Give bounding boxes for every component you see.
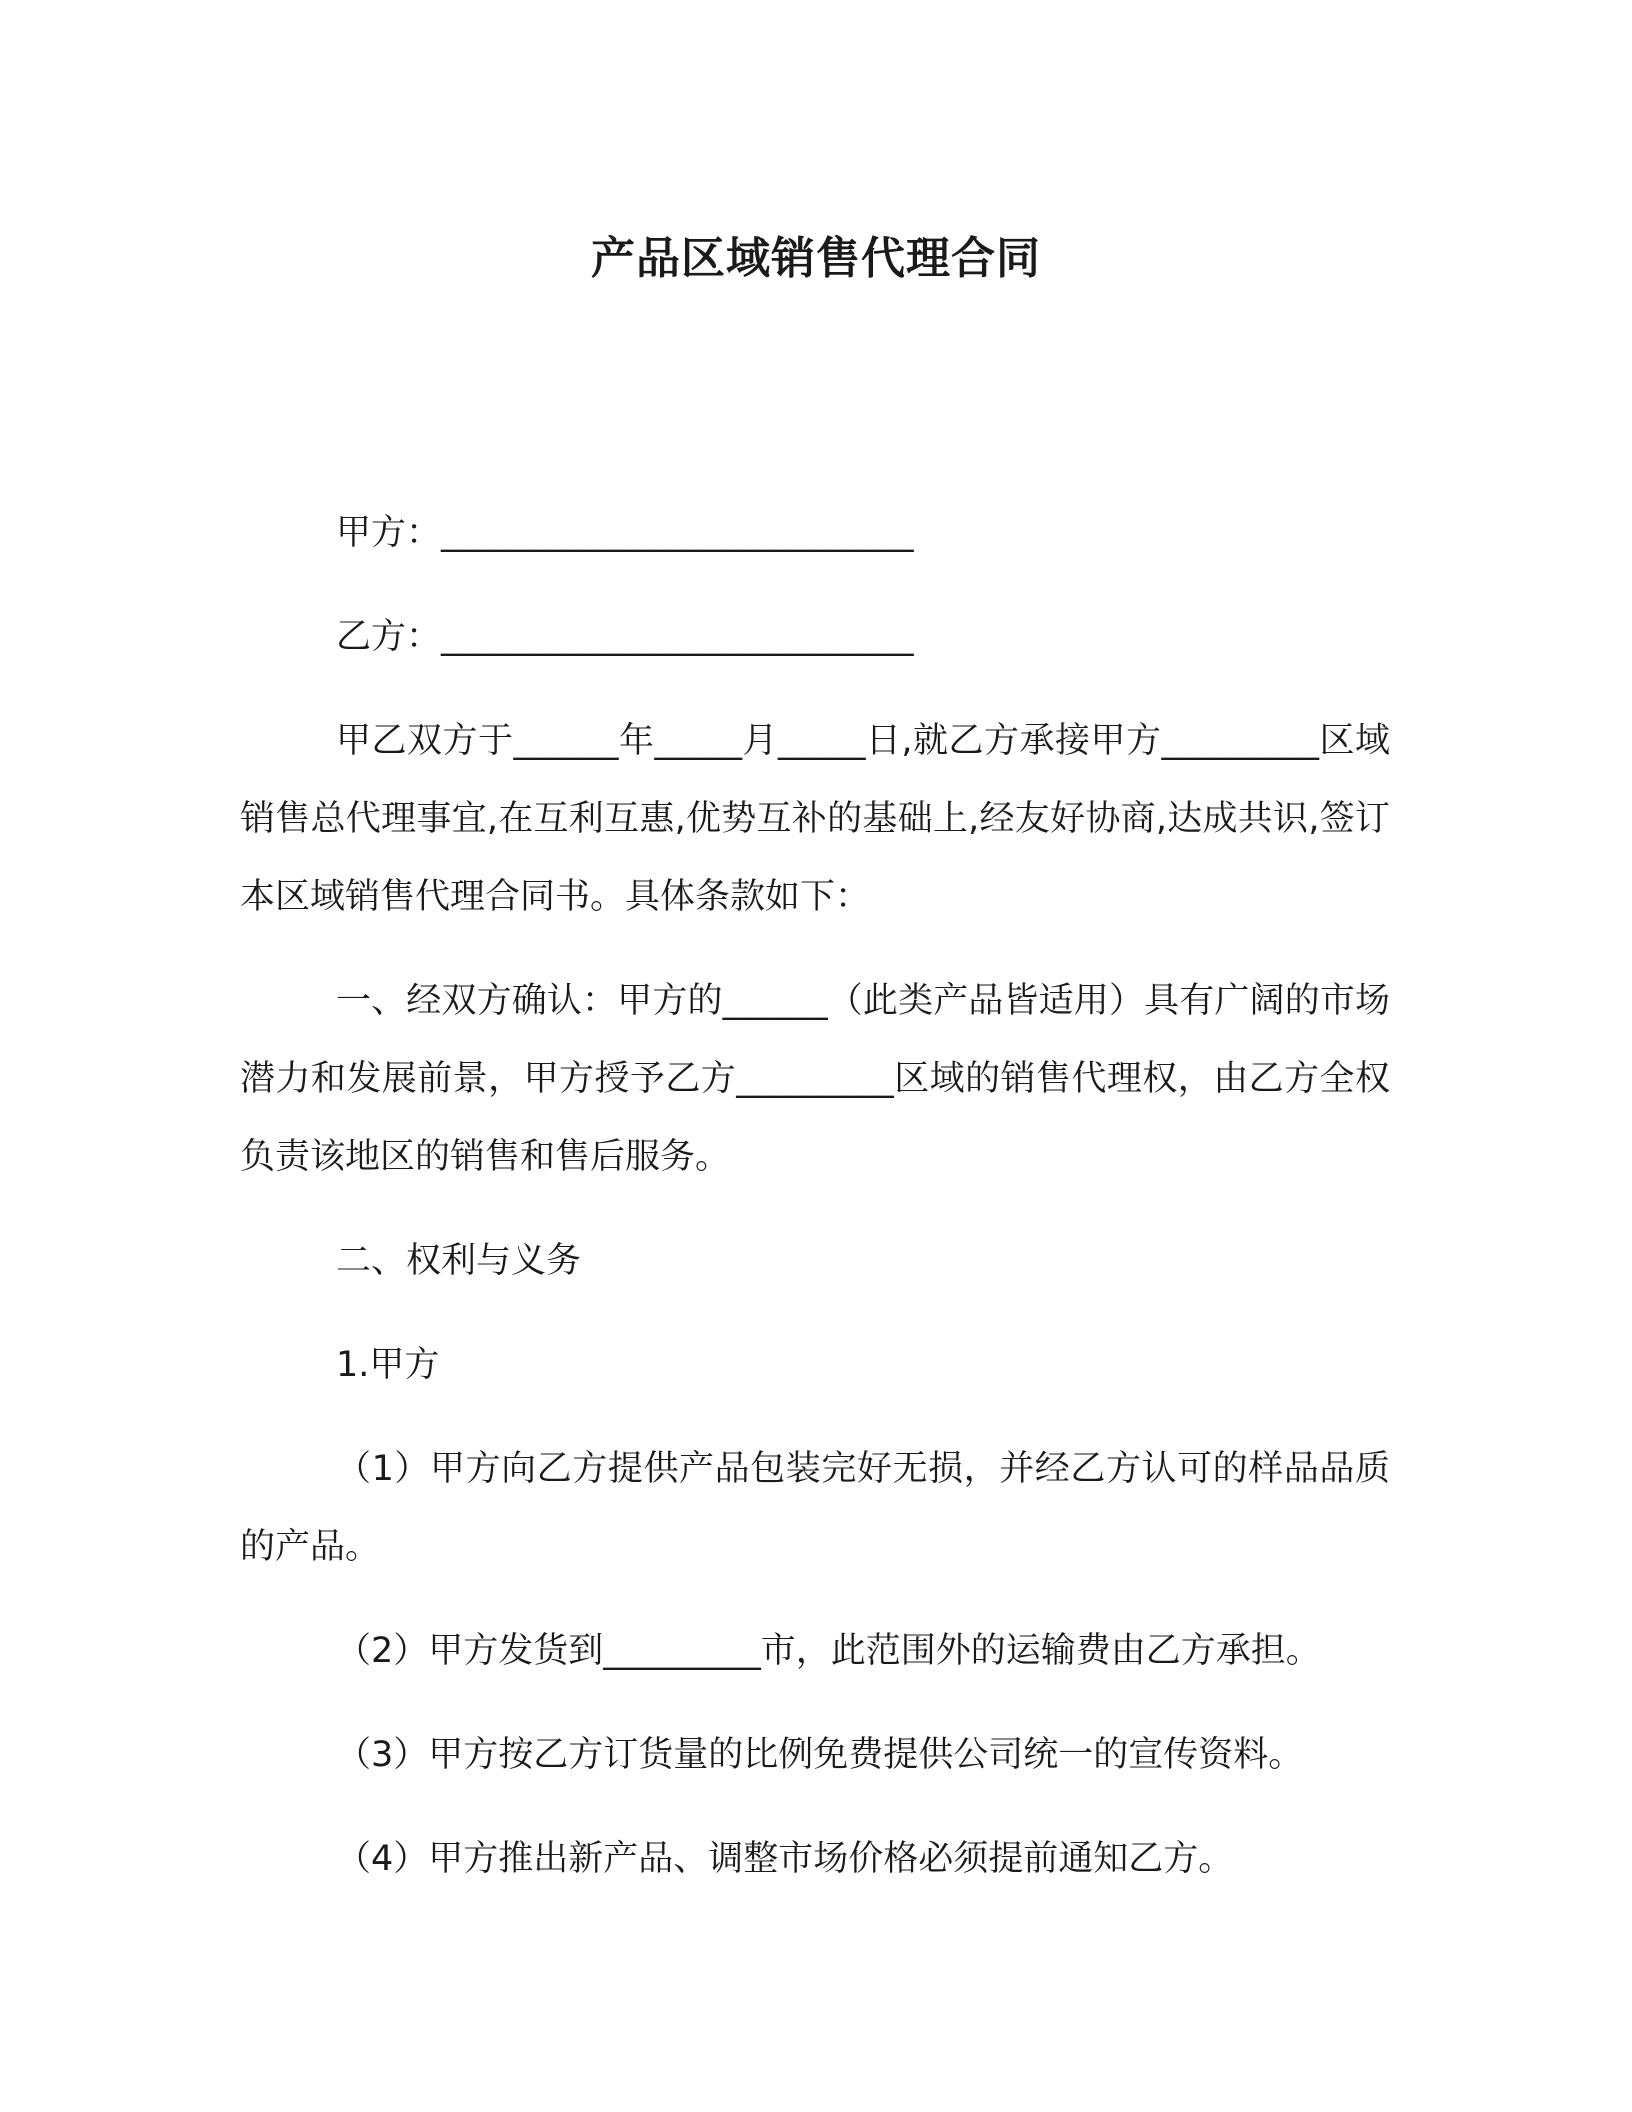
clause-two-heading: 二、权利与义务 xyxy=(336,1241,582,1281)
document-title: 产品区域销售代理合同 xyxy=(591,233,1041,284)
party-a-item-4: （4）甲方推出新产品、调整市场价格必须提前通知乙方。 xyxy=(336,1839,1234,1879)
party-a-line: 甲方：___________________________ xyxy=(336,513,914,553)
party-b-line: 乙方：___________________________ xyxy=(336,617,914,657)
document-body xyxy=(240,494,1390,1924)
intro-paragraph: 甲乙双方于______年_____月_____日,就乙方承接甲方_________区域销售总代理事宜,在互利互惠,优势互补的基础上,经友好协商,达成共识,签订本区域销售代理合同书。具体条款如下： xyxy=(240,721,1390,917)
party-a-subheading: 1.甲方 xyxy=(336,1345,440,1385)
party-a-item-2: （2）甲方发货到_________市，此范围外的运输费由乙方承担。 xyxy=(336,1631,1321,1671)
party-a-item-3: （3）甲方按乙方订货量的比例免费提供公司统一的宣传资料。 xyxy=(336,1735,1304,1775)
party-a-item-1: （1）甲方向乙方提供产品包装完好无损，并经乙方认可的样品品质的产品。 xyxy=(240,1449,1390,1567)
clause-one-paragraph: 一、经双方确认：甲方的______（此类产品皆适用）具有广阔的市场潜力和发展前景，甲方授予乙方_________区域的销售代理权，由乙方全权负责该地区的销售和售后服务。 xyxy=(240,981,1390,1177)
